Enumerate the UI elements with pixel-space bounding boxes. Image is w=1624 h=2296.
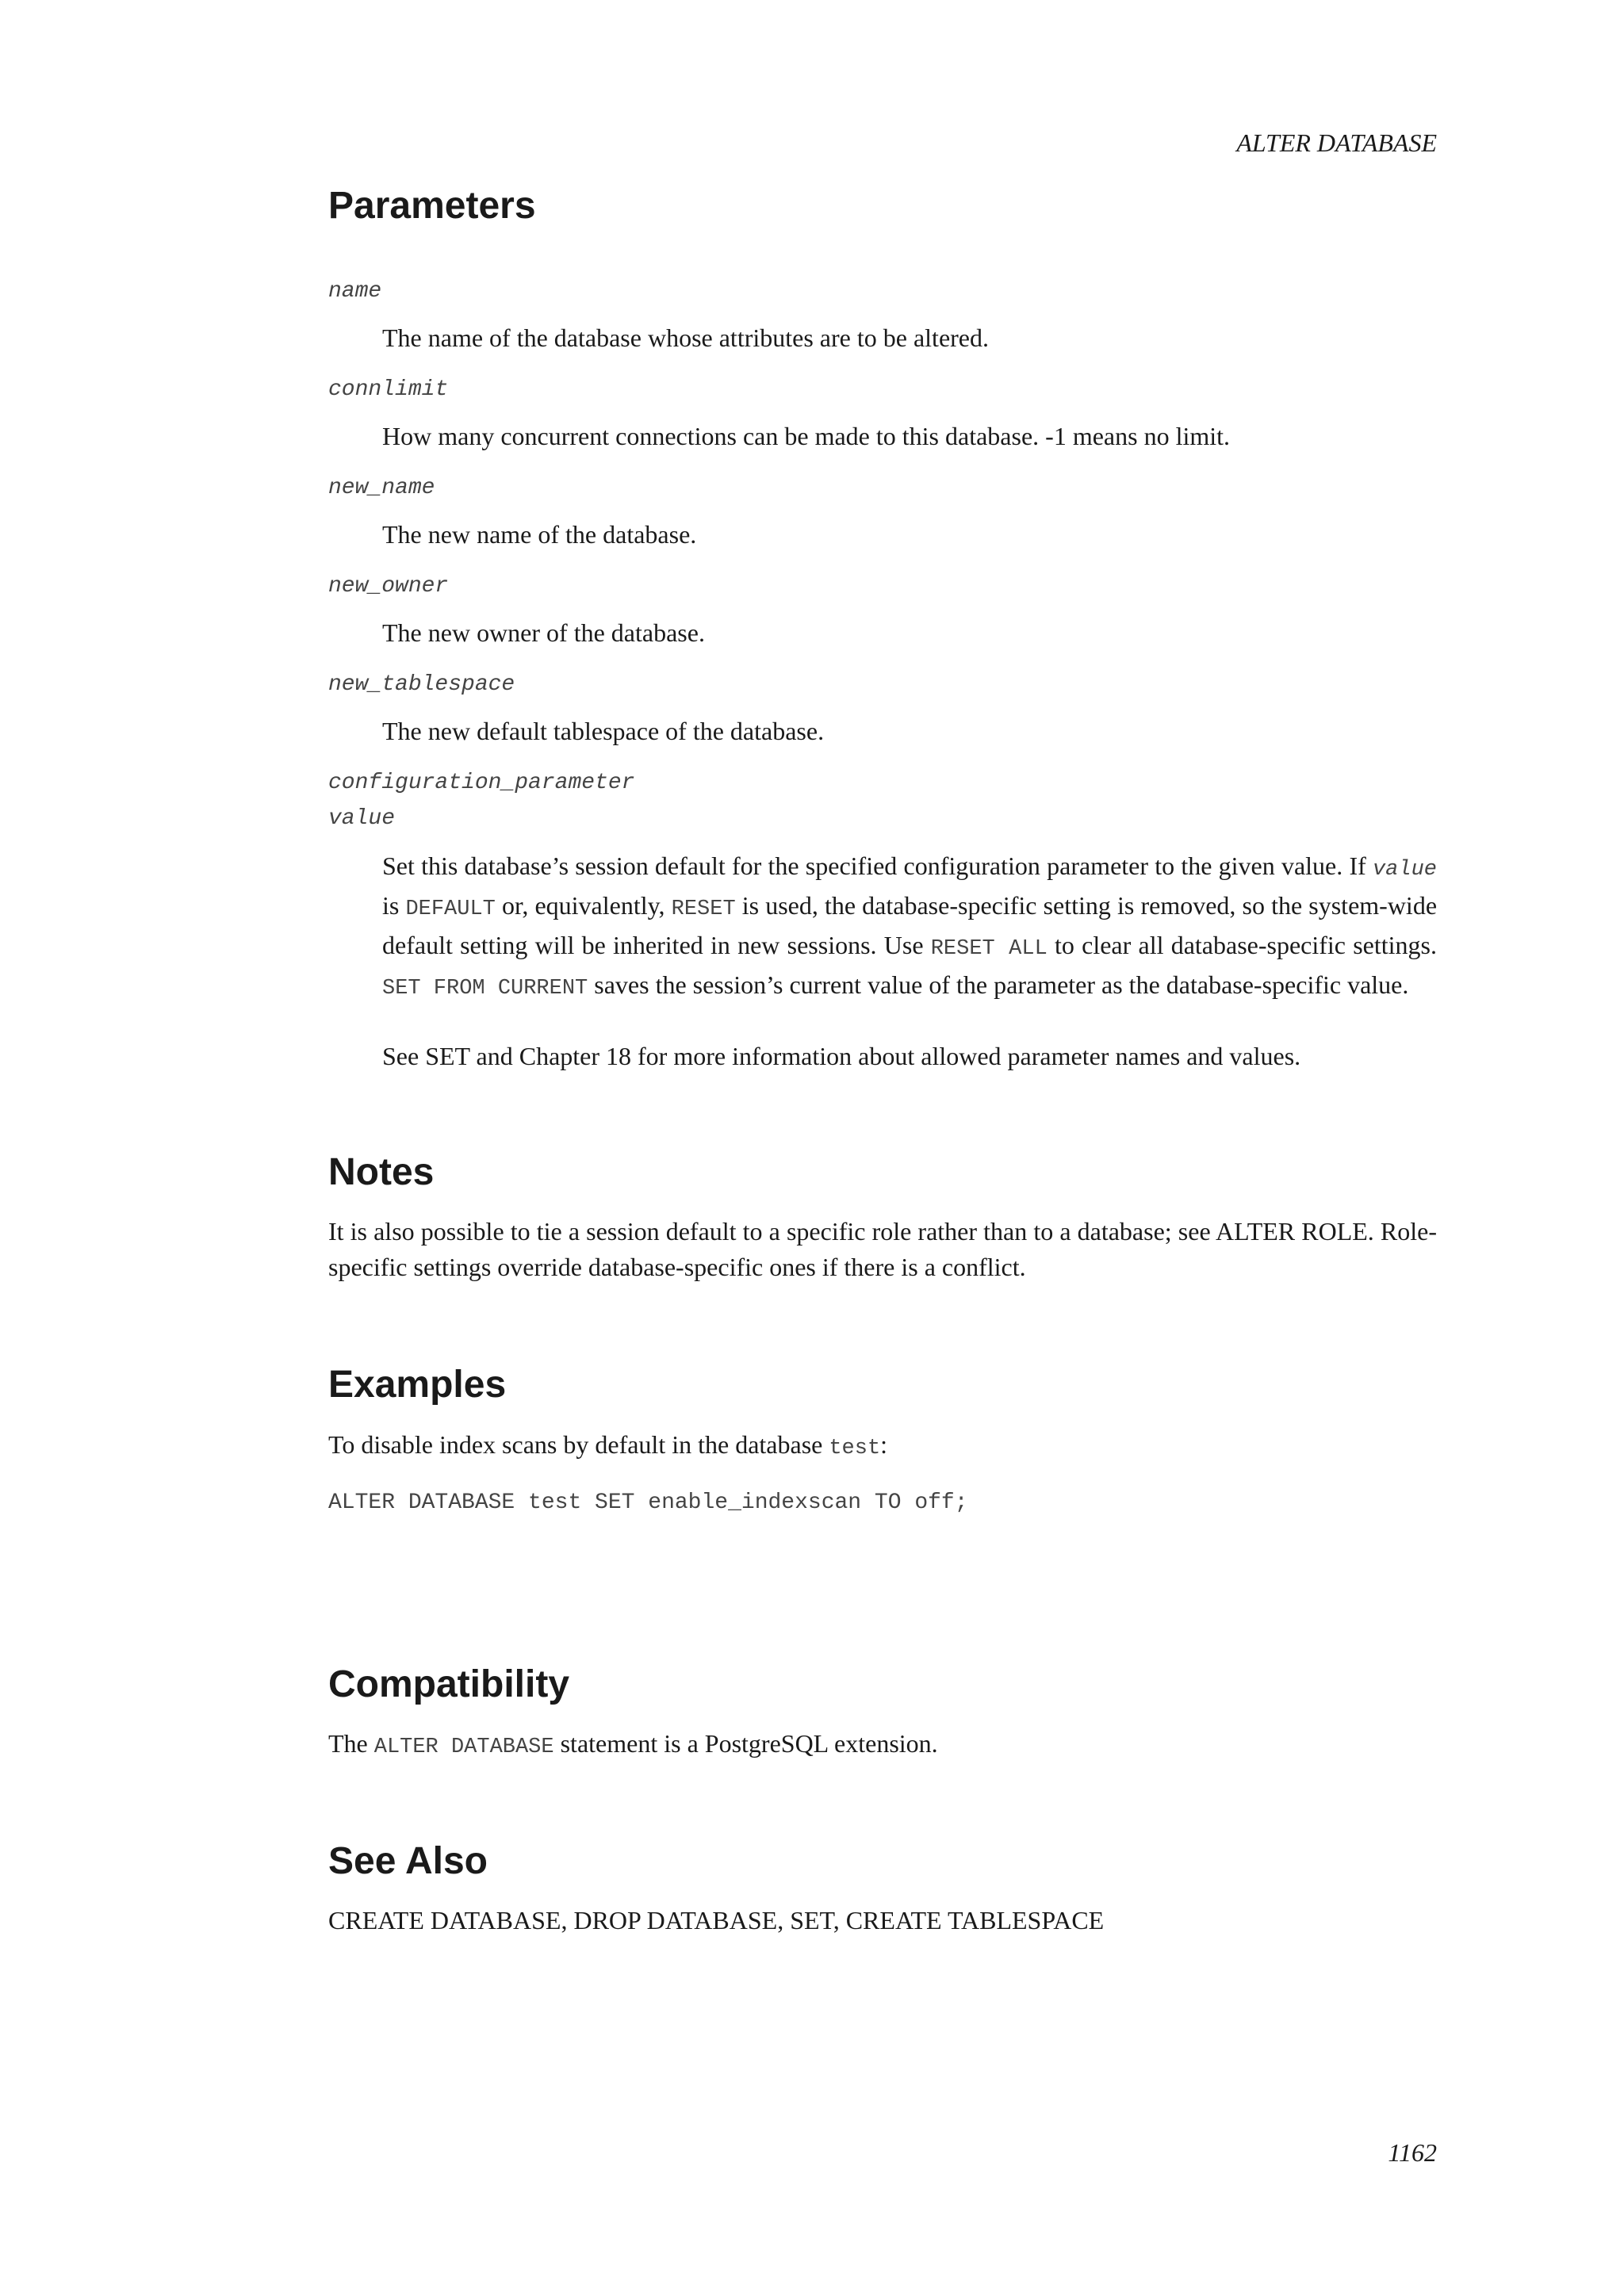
param-desc-configuration: Set this database’s session default for the specified configuration parameter to the given value. If value is DEFAULT or, equivalently, RESET is used, the database-specific setting is removed, so the system-wide default setting will be inherited in new sessions. Use RESET ALL to clear all database-specific settings. SET FROM CURRENT saves the session’s current value of the parameter as the database-specific value. xyxy=(382,851,1438,1001)
code-test: test xyxy=(829,1437,881,1460)
examples-intro: To disable index scans by default in the database test: xyxy=(328,1430,888,1460)
examples-heading: Examples xyxy=(328,1364,507,1406)
code-reset: RESET xyxy=(671,897,736,921)
code-default: DEFAULT xyxy=(405,897,496,921)
param-desc-new-tablespace: The new default tablespace of the database. xyxy=(382,717,825,745)
param-desc-name: The name of the database whose attributes are to be altered. xyxy=(382,323,989,352)
param-see-set: See SET and Chapter 18 for more information about allowed parameter names and values. xyxy=(382,1042,1301,1070)
param-term-new-owner: new_owner xyxy=(328,574,449,599)
param-term-configuration-parameter: configuration_parameter xyxy=(328,771,635,795)
param-term-value: value xyxy=(328,806,396,831)
param-term-name: name xyxy=(328,279,382,304)
parameters-heading: Parameters xyxy=(328,185,536,227)
example-code: ALTER DATABASE test SET enable_indexscan TO off; xyxy=(328,1490,968,1515)
param-term-connlimit: connlimit xyxy=(328,377,449,402)
code-set-from-current: SET FROM CURRENT xyxy=(382,977,588,1001)
code-reset-all: RESET ALL xyxy=(930,937,1048,961)
page-number: 1162 xyxy=(1388,2138,1437,2167)
param-desc-connlimit: How many concurrent connections can be made to this database. -1 means no limit. xyxy=(382,422,1231,450)
compatibility-heading: Compatibility xyxy=(328,1663,570,1705)
param-term-new-name: new_name xyxy=(328,476,435,500)
code-alter-database: ALTER DATABASE xyxy=(373,1735,554,1759)
notes-text: It is also possible to tie a session default to a specific role rather than to a database; see ALTER ROLE. Role-specific settings override database-specific ones if there is a conflict. xyxy=(328,1217,1437,1281)
param-term-new-tablespace: new_tablespace xyxy=(328,672,515,697)
param-desc-new-name: The new name of the database. xyxy=(382,520,697,549)
param-desc-new-owner: The new owner of the database. xyxy=(382,618,705,647)
see-also-text: CREATE DATABASE, DROP DATABASE, SET, CREATE TABLESPACE xyxy=(328,1906,1105,1934)
compatibility-text: The ALTER DATABASE statement is a PostgreSQL extension. xyxy=(328,1729,938,1759)
running-header: ALTER DATABASE xyxy=(1236,128,1437,157)
code-value: value xyxy=(1372,858,1437,882)
notes-heading: Notes xyxy=(328,1151,435,1193)
see-also-heading: See Also xyxy=(328,1840,488,1882)
